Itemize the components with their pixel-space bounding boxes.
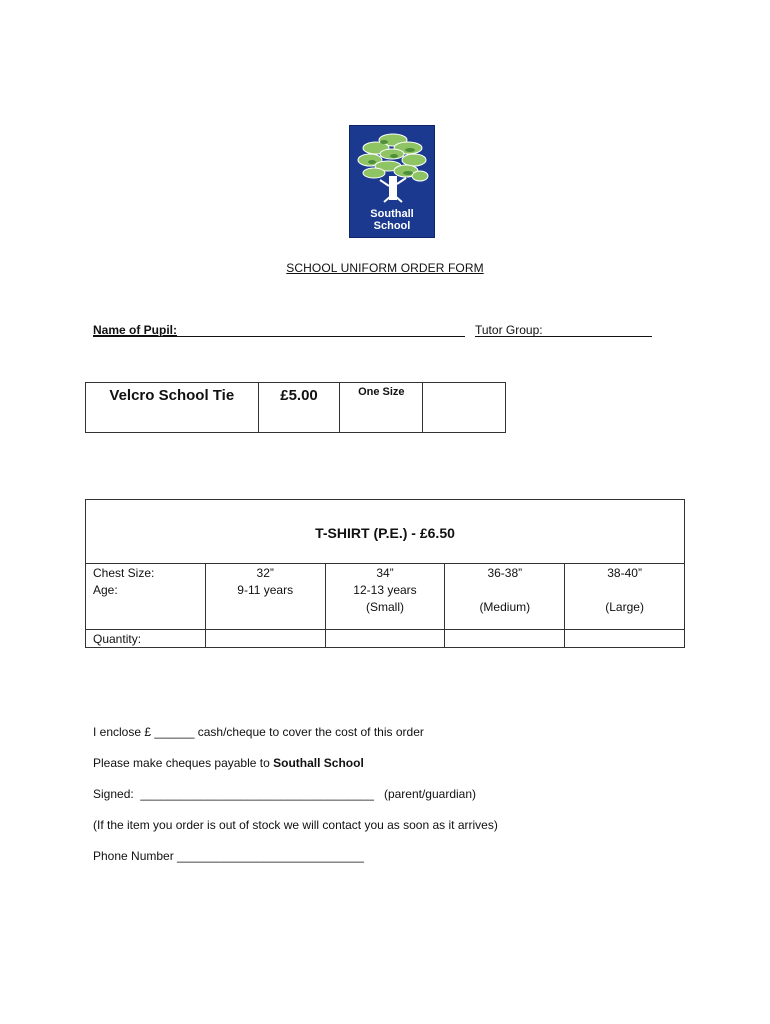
enclose-text: I enclose £ ______ cash/cheque to cover the cost of this order (93, 725, 424, 739)
size-chest: 38-40” (607, 566, 642, 580)
payable-text (93, 756, 364, 770)
size-label-cell (86, 564, 206, 630)
size-chest: 32” (256, 566, 274, 580)
logo-line-1: Southall (370, 208, 414, 220)
age-label: Age: (93, 583, 118, 597)
size-option (205, 564, 325, 630)
size-option (325, 564, 445, 630)
stock-note: (If the item you order is out of stock we will contact you as soon as it arrives) (93, 818, 498, 832)
chest-size-label: Chest Size: (93, 566, 155, 580)
quantity-label: Quantity: (86, 630, 206, 648)
school-logo (349, 125, 435, 238)
tie-size: One Size (340, 383, 423, 433)
size-fit: (Medium) (479, 600, 531, 614)
tie-order-table (85, 382, 506, 433)
quantity-field-34[interactable] (325, 630, 445, 648)
size-age: 9-11 years (237, 583, 294, 597)
tutor-group-field[interactable] (475, 336, 652, 337)
logo-line-2: School (373, 220, 411, 232)
size-age (445, 582, 564, 599)
size-chest: 36-38” (487, 566, 523, 580)
tie-name: Velcro School Tie (86, 383, 259, 433)
payable-prefix: Please make cheques payable to (93, 756, 274, 770)
form-title: SCHOOL UNIFORM ORDER FORM (286, 261, 484, 275)
tutor-group-label: Tutor Group: (475, 323, 543, 337)
tshirt-title: T-SHIRT (P.E.) - £6.50 (315, 524, 455, 541)
quantity-field-38-40[interactable] (565, 630, 685, 648)
payable-name: Southall School (273, 756, 364, 770)
size-option (565, 564, 685, 630)
size-age: 12-13 years (353, 583, 417, 597)
tree-icon (350, 126, 436, 206)
tshirt-title-cell (86, 500, 685, 564)
tie-price: £5.00 (258, 383, 340, 433)
quantity-field-32[interactable] (205, 630, 325, 648)
signature-line: Signed: ___________________________________ (parent/guardian) (93, 787, 477, 801)
size-age (565, 582, 684, 599)
tie-quantity-field[interactable] (423, 383, 506, 433)
size-chest: 34” (376, 566, 394, 580)
tshirt-order-table (85, 499, 685, 648)
pupil-name-field[interactable] (93, 336, 465, 337)
size-fit: (Large) (605, 600, 644, 614)
phone-number-line: Phone Number ____________________________ (93, 849, 364, 863)
pupil-name-label: Name of Pupil: (93, 323, 178, 337)
size-option (445, 564, 565, 630)
size-fit: (Small) (365, 600, 404, 614)
quantity-field-36-38[interactable] (445, 630, 565, 648)
